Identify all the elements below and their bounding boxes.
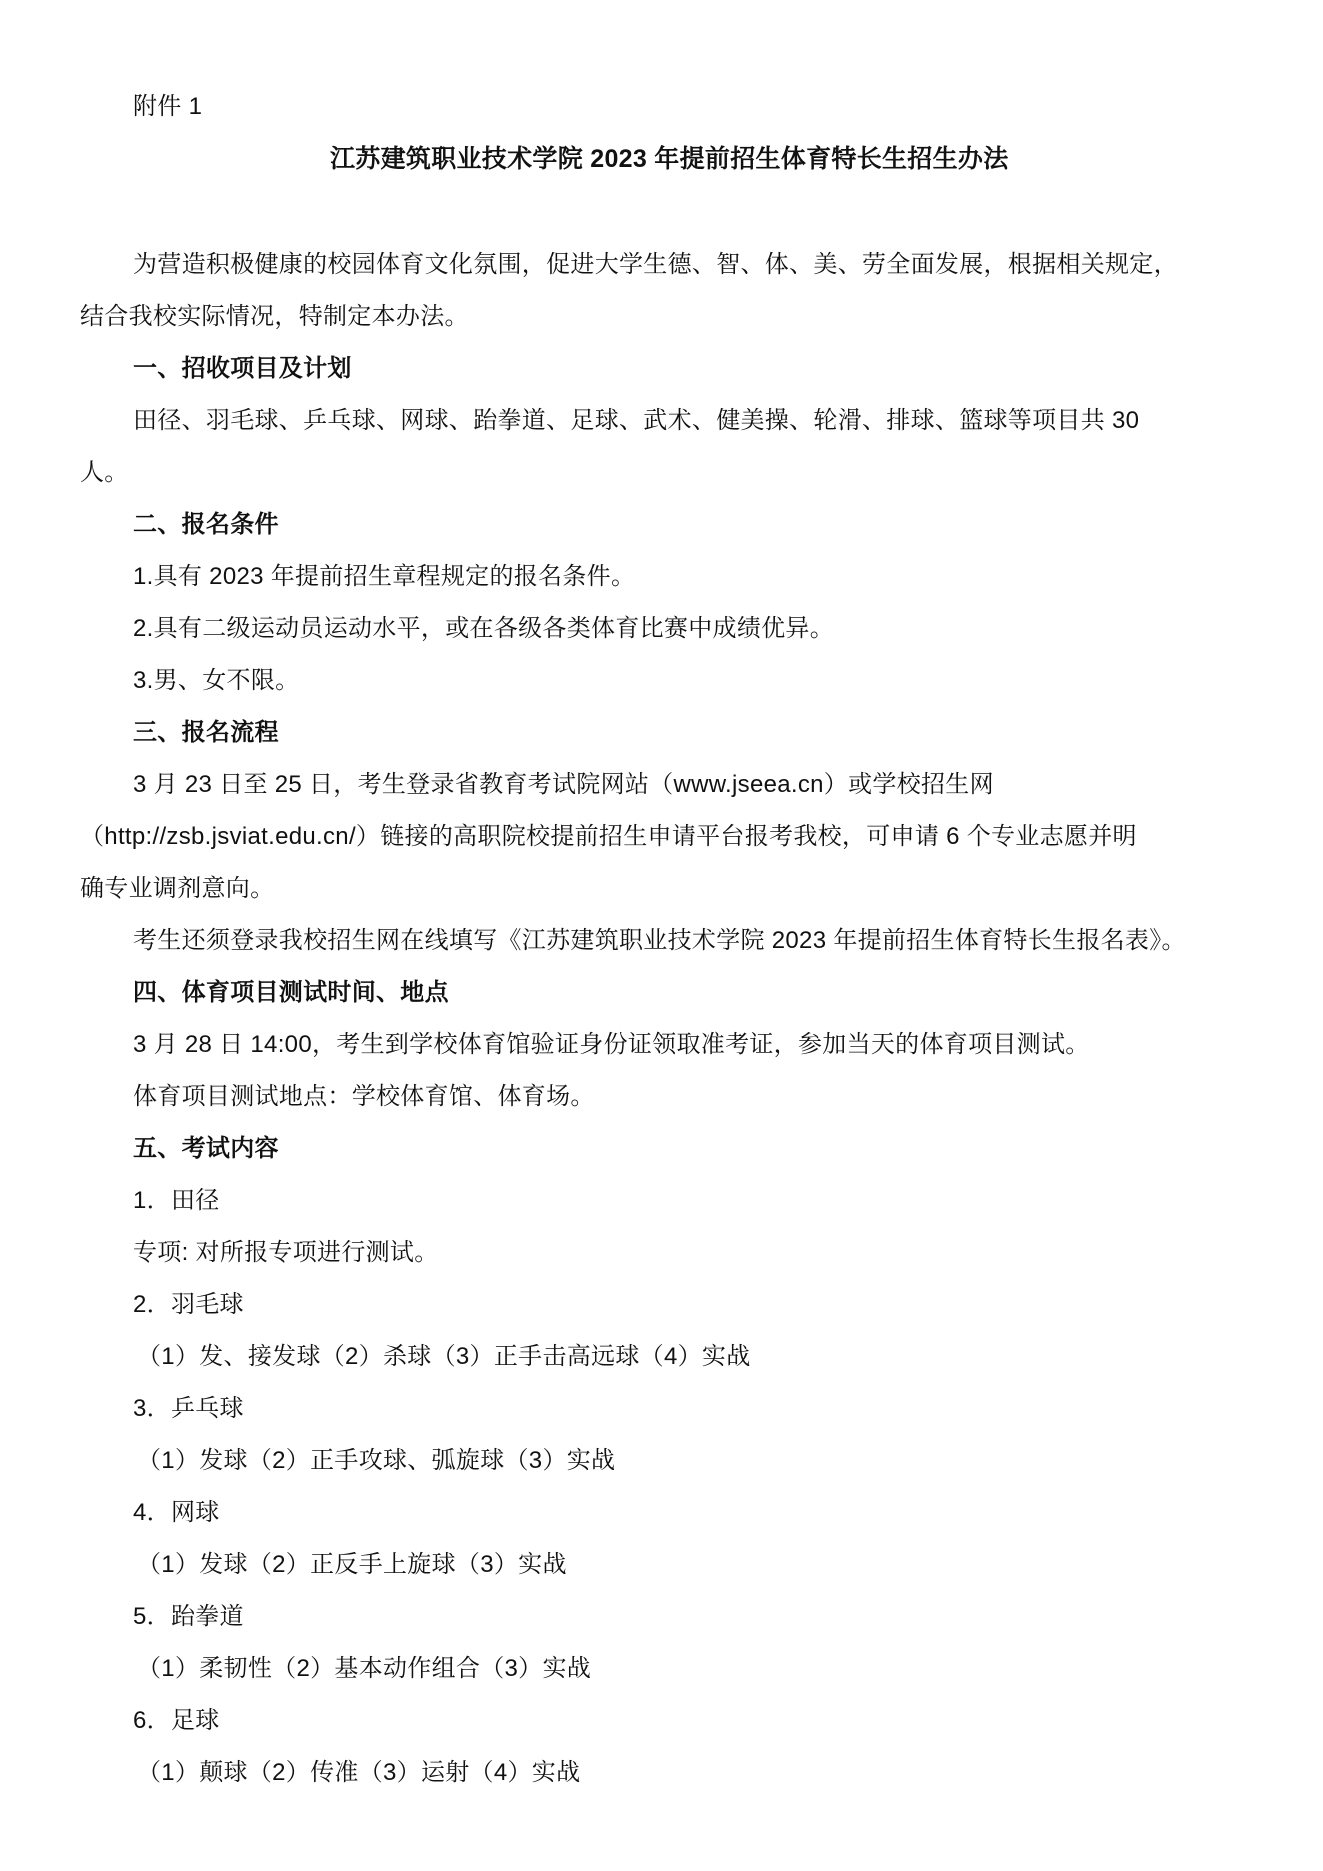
list-item-heading: 3．乒乓球 [133, 1395, 244, 1422]
paragraph-line: （http://zsb.jsviat.edu.cn/）链接的高职院校提前招生申请平台报考我校，可申请 6 个专业志愿并明 [80, 823, 1137, 850]
intro-paragraph-line: 结合我校实际情况，特制定本办法。 [80, 303, 469, 330]
list-item-detail: （1）柔韧性（2）基本动作组合（3）实战 [137, 1655, 592, 1682]
list-item-detail: （1）发、接发球（2）杀球（3）正手击高远球（4）实战 [137, 1343, 751, 1370]
paragraph-line: 人。 [80, 459, 129, 486]
list-item-detail: （1）发球（2）正反手上旋球（3）实战 [137, 1551, 567, 1578]
list-item-heading: 6．足球 [133, 1707, 220, 1734]
list-item-detail: （1）颠球（2）传准（3）运射（4）实战 [137, 1759, 581, 1786]
section-heading: 一、招收项目及计划 [133, 355, 352, 382]
paragraph-line: 体育项目测试地点：学校体育馆、体育场。 [133, 1083, 595, 1110]
paragraph-line: 1.具有 2023 年提前招生章程规定的报名条件。 [133, 563, 636, 590]
section-heading: 四、体育项目测试时间、地点 [133, 979, 449, 1006]
document-title: 江苏建筑职业技术学院 2023 年提前招生体育特长生招生办法 [330, 145, 1009, 173]
list-item-heading: 1．田径 [133, 1187, 220, 1214]
list-item-heading: 2．羽毛球 [133, 1291, 244, 1318]
paragraph-line: 2.具有二级运动员运动水平，或在各级各类体育比赛中成绩优异。 [133, 615, 835, 642]
paragraph-line: 3.男、女不限。 [133, 667, 300, 694]
paragraph-line: 3 月 23 日至 25 日，考生登录省教育考试院网站（www.jseea.cn）或学校招生网 [133, 771, 994, 798]
section-heading: 五、考试内容 [133, 1135, 279, 1162]
list-item-heading: 4．网球 [133, 1499, 220, 1526]
paragraph-line: 考生还须登录我校招生网在线填写《江苏建筑职业技术学院 2023 年提前招生体育特长生报名表》。 [133, 927, 1186, 954]
section-heading: 三、报名流程 [133, 719, 279, 746]
paragraph-line: 田径、羽毛球、乒乓球、网球、跆拳道、足球、武术、健美操、轮滑、排球、篮球等项目共 30 [133, 407, 1140, 434]
list-item-detail: （1）发球（2）正手攻球、弧旋球（3）实战 [137, 1447, 616, 1474]
list-item-detail: 专项: 对所报专项进行测试。 [133, 1239, 439, 1266]
paragraph-line: 确专业调剂意向。 [80, 875, 275, 902]
attachment-label: 附件 1 [133, 93, 203, 120]
section-heading: 二、报名条件 [133, 511, 279, 538]
paragraph-line: 3 月 28 日 14:00，考生到学校体育馆验证身份证领取准考证，参加当天的体育项目测试。 [133, 1031, 1090, 1058]
list-item-heading: 5．跆拳道 [133, 1603, 244, 1630]
intro-paragraph-line: 为营造积极健康的校园体育文化氛围，促进大学生德、智、体、美、劳全面发展，根据相关规定， [133, 251, 1178, 278]
